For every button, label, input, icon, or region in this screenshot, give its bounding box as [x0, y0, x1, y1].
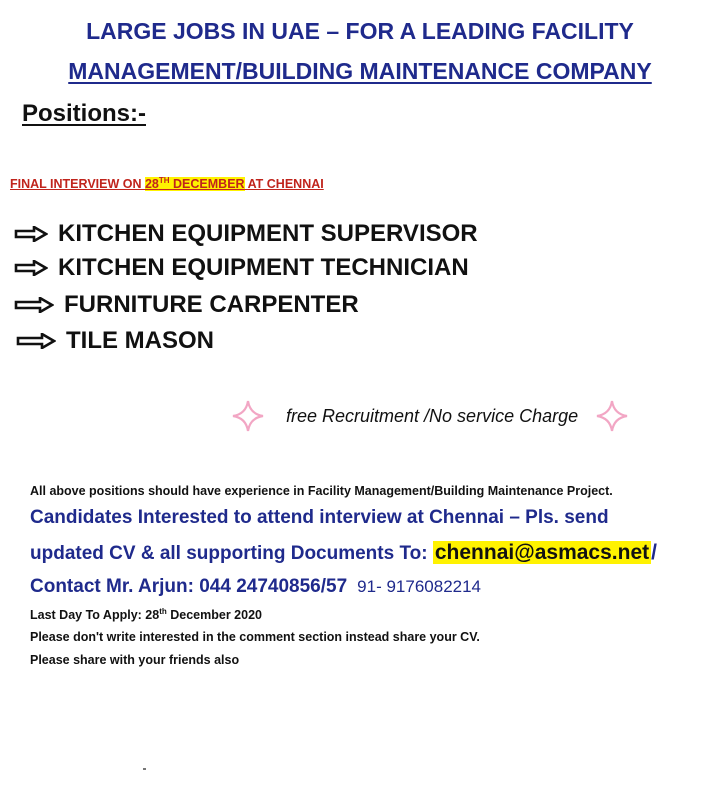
- job-item: [16, 324, 214, 358]
- sparkle-star-icon: [230, 398, 266, 434]
- experience-note: All above positions should have experience in Facility Management/Building Maintenance Project.: [30, 484, 613, 498]
- stray-dot: [143, 768, 146, 770]
- share-note: Please share with your friends also: [30, 653, 240, 667]
- job-title: KITCHEN EQUIPMENT SUPERVISOR: [58, 220, 478, 247]
- interview-day-suffix: TH: [158, 176, 170, 185]
- comment-note: Please don't write interested in the comment section instead share your CV.: [30, 630, 480, 644]
- candidates-line-2-text: updated CV & all supporting Documents To:: [30, 543, 433, 564]
- positions-label: Positions:-: [22, 100, 146, 127]
- email-link[interactable]: chennai@asmacs.net: [434, 541, 650, 564]
- heading-line-1: LARGE JOBS IN UAE – FOR A LEADING FACILITY: [86, 18, 634, 44]
- last-day-note: [30, 607, 262, 622]
- interview-prefix: FINAL INTERVIEW ON: [10, 177, 145, 191]
- heading-line-2: MANAGEMENT/BUILDING MAINTENANCE COMPANY: [68, 58, 652, 84]
- contact-line: [30, 576, 481, 598]
- job-title: FURNITURE CARPENTER: [64, 291, 359, 318]
- candidates-line-2: [30, 541, 657, 565]
- last-day-suffix: December 2020: [166, 608, 262, 622]
- candidates-line-1: Candidates Interested to attend interview at Chennai – Pls. send: [30, 507, 609, 528]
- email-trailer: /: [651, 541, 657, 564]
- interview-suffix: AT CHENNAI: [244, 177, 324, 191]
- free-recruitment-line: [230, 398, 630, 434]
- right-arrow-icon: [14, 297, 64, 313]
- interview-notice: [10, 176, 324, 191]
- last-day-sup: th: [159, 607, 167, 616]
- job-title: KITCHEN EQUIPMENT TECHNICIAN: [58, 254, 469, 281]
- job-item: [14, 217, 478, 251]
- job-title: TILE MASON: [66, 327, 214, 354]
- right-arrow-icon: [14, 260, 58, 276]
- right-arrow-icon: [16, 333, 66, 349]
- interview-month: DECEMBER: [169, 177, 245, 191]
- interview-day: 28: [144, 177, 159, 191]
- last-day-prefix: Last Day To Apply: 28: [30, 608, 160, 622]
- right-arrow-icon: [14, 226, 58, 242]
- contact-text: Contact Mr. Arjun: 044 24740856/57: [30, 576, 348, 597]
- phone-number-alt[interactable]: 91- 9176082214: [357, 577, 482, 596]
- job-item: [14, 251, 469, 285]
- free-recruitment-text: free Recruitment /No service Charge: [286, 405, 579, 426]
- interview-date-highlight: [145, 177, 245, 191]
- job-item: [14, 288, 359, 322]
- sparkle-star-icon: [594, 398, 630, 434]
